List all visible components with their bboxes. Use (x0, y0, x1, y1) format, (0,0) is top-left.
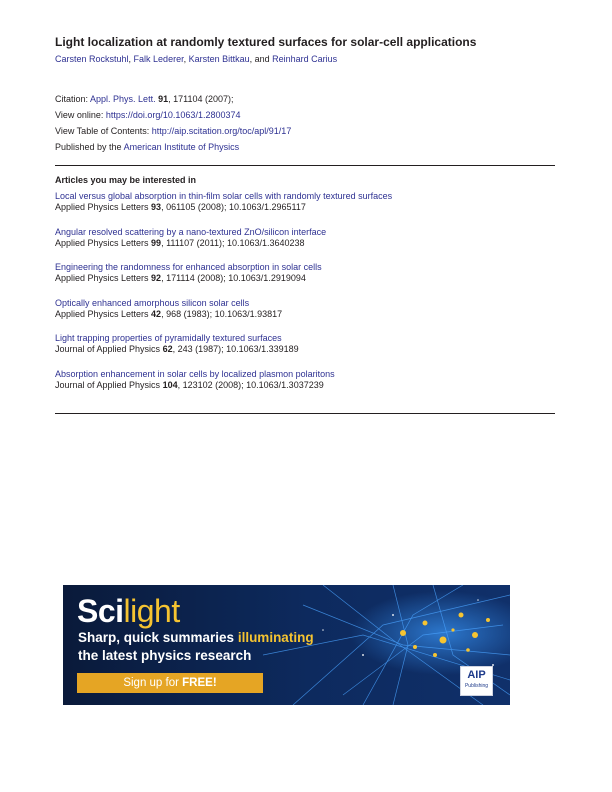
related-article (55, 298, 555, 334)
author-separator: , and (249, 54, 273, 64)
author-separator: , (183, 54, 189, 64)
related-article-details: , 968 (1983); 10.1063/1.93817 (161, 308, 283, 319)
related-article-details: , 111107 (2011); 10.1063/1.3640238 (161, 237, 305, 248)
aip-publishing-logo: AIP Publishing (460, 666, 493, 696)
toc-link[interactable]: http://aip.scitation.org/toc/apl/91/17 (151, 126, 292, 136)
related-article (55, 333, 555, 369)
author-link[interactable]: Carsten Rockstuhl (55, 54, 129, 64)
toc-row (55, 123, 291, 139)
related-article-volume: 42 (151, 308, 162, 319)
citation-rest: , 171104 (2007); (168, 94, 234, 104)
related-article-title-link[interactable]: Engineering the randomness for enhanced absorption in solar cells (55, 262, 322, 273)
scilight-ad-banner[interactable] (63, 585, 510, 705)
scilight-logo: Scilight (77, 593, 180, 629)
related-article-journal: Journal of Applied Physics (55, 344, 163, 355)
view-online-label: View online: (55, 110, 106, 120)
divider-top (55, 165, 555, 166)
toc-label: View Table of Contents: (55, 126, 152, 136)
related-article-title-link[interactable]: Optically enhanced amorphous silicon solar cells (55, 297, 250, 308)
related-article-journal: Applied Physics Letters (55, 308, 152, 319)
related-article-title-link[interactable]: Absorption enhancement in solar cells by localized plasmon polaritons (55, 368, 335, 379)
citation-journal-link[interactable]: Appl. Phys. Lett. (90, 94, 156, 104)
related-article-details: , 061105 (2008); 10.1063/1.2965117 (161, 202, 306, 212)
divider-bottom (55, 413, 555, 414)
related-article-journal: Journal of Applied Physics (55, 379, 163, 390)
published-label: Published by the (55, 142, 124, 152)
citation-label: Citation: (55, 94, 91, 104)
related-article-details: , 123102 (2008); 10.1063/1.3037239 (177, 379, 324, 390)
related-article-volume: 99 (151, 237, 162, 248)
article-title: Light localization at randomly textured surfaces for solar-cell applications (55, 35, 477, 49)
related-article-journal: Applied Physics Letters (55, 273, 152, 284)
related-article-title-link[interactable]: Light trapping properties of pyramidally textured surfaces (55, 333, 282, 344)
related-article (55, 262, 555, 298)
related-article (55, 191, 555, 227)
related-articles-list (55, 191, 555, 405)
related-article (55, 369, 555, 405)
sign-up-button[interactable]: Sign up for FREE! (77, 673, 263, 693)
banner-tagline-line2: the latest physics research (78, 648, 252, 663)
related-article-volume: 62 (162, 344, 173, 355)
citation-row (55, 91, 291, 107)
doi-link[interactable]: https://doi.org/10.1063/1.2800374 (105, 110, 241, 120)
author-link[interactable]: Reinhard Carius (272, 54, 338, 64)
related-article-volume: 92 (151, 273, 162, 284)
related-article-title-link[interactable]: Angular resolved scattering by a nano-textured ZnO/silicon interface (55, 226, 327, 237)
related-article-journal: Applied Physics Letters (55, 237, 152, 248)
banner-tagline-line1: Sharp, quick summaries illuminating (78, 630, 314, 645)
related-article-details: , 243 (1987); 10.1063/1.339189 (172, 344, 299, 355)
author-list (55, 54, 337, 65)
view-online-row (55, 107, 291, 123)
citation-block (55, 91, 291, 155)
related-article-journal: Applied Physics Letters (55, 202, 152, 212)
related-articles-heading: Articles you may be interested in (55, 175, 197, 185)
related-article-volume: 93 (151, 202, 162, 212)
related-article-title-link[interactable]: Local versus global absorption in thin-film solar cells with randomly textured surfaces (55, 191, 393, 201)
publisher-row (55, 139, 291, 155)
related-article-details: , 171114 (2008); 10.1063/1.2919094 (161, 273, 306, 284)
publisher-link[interactable]: American Institute of Physics (123, 142, 240, 152)
author-link[interactable]: Falk Lederer (133, 54, 184, 64)
related-article (55, 227, 555, 263)
author-link[interactable]: Karsten Bittkau (188, 54, 250, 64)
author-separator: , (128, 54, 134, 64)
citation-volume: 91 (158, 94, 169, 104)
related-article-volume: 104 (162, 379, 178, 390)
